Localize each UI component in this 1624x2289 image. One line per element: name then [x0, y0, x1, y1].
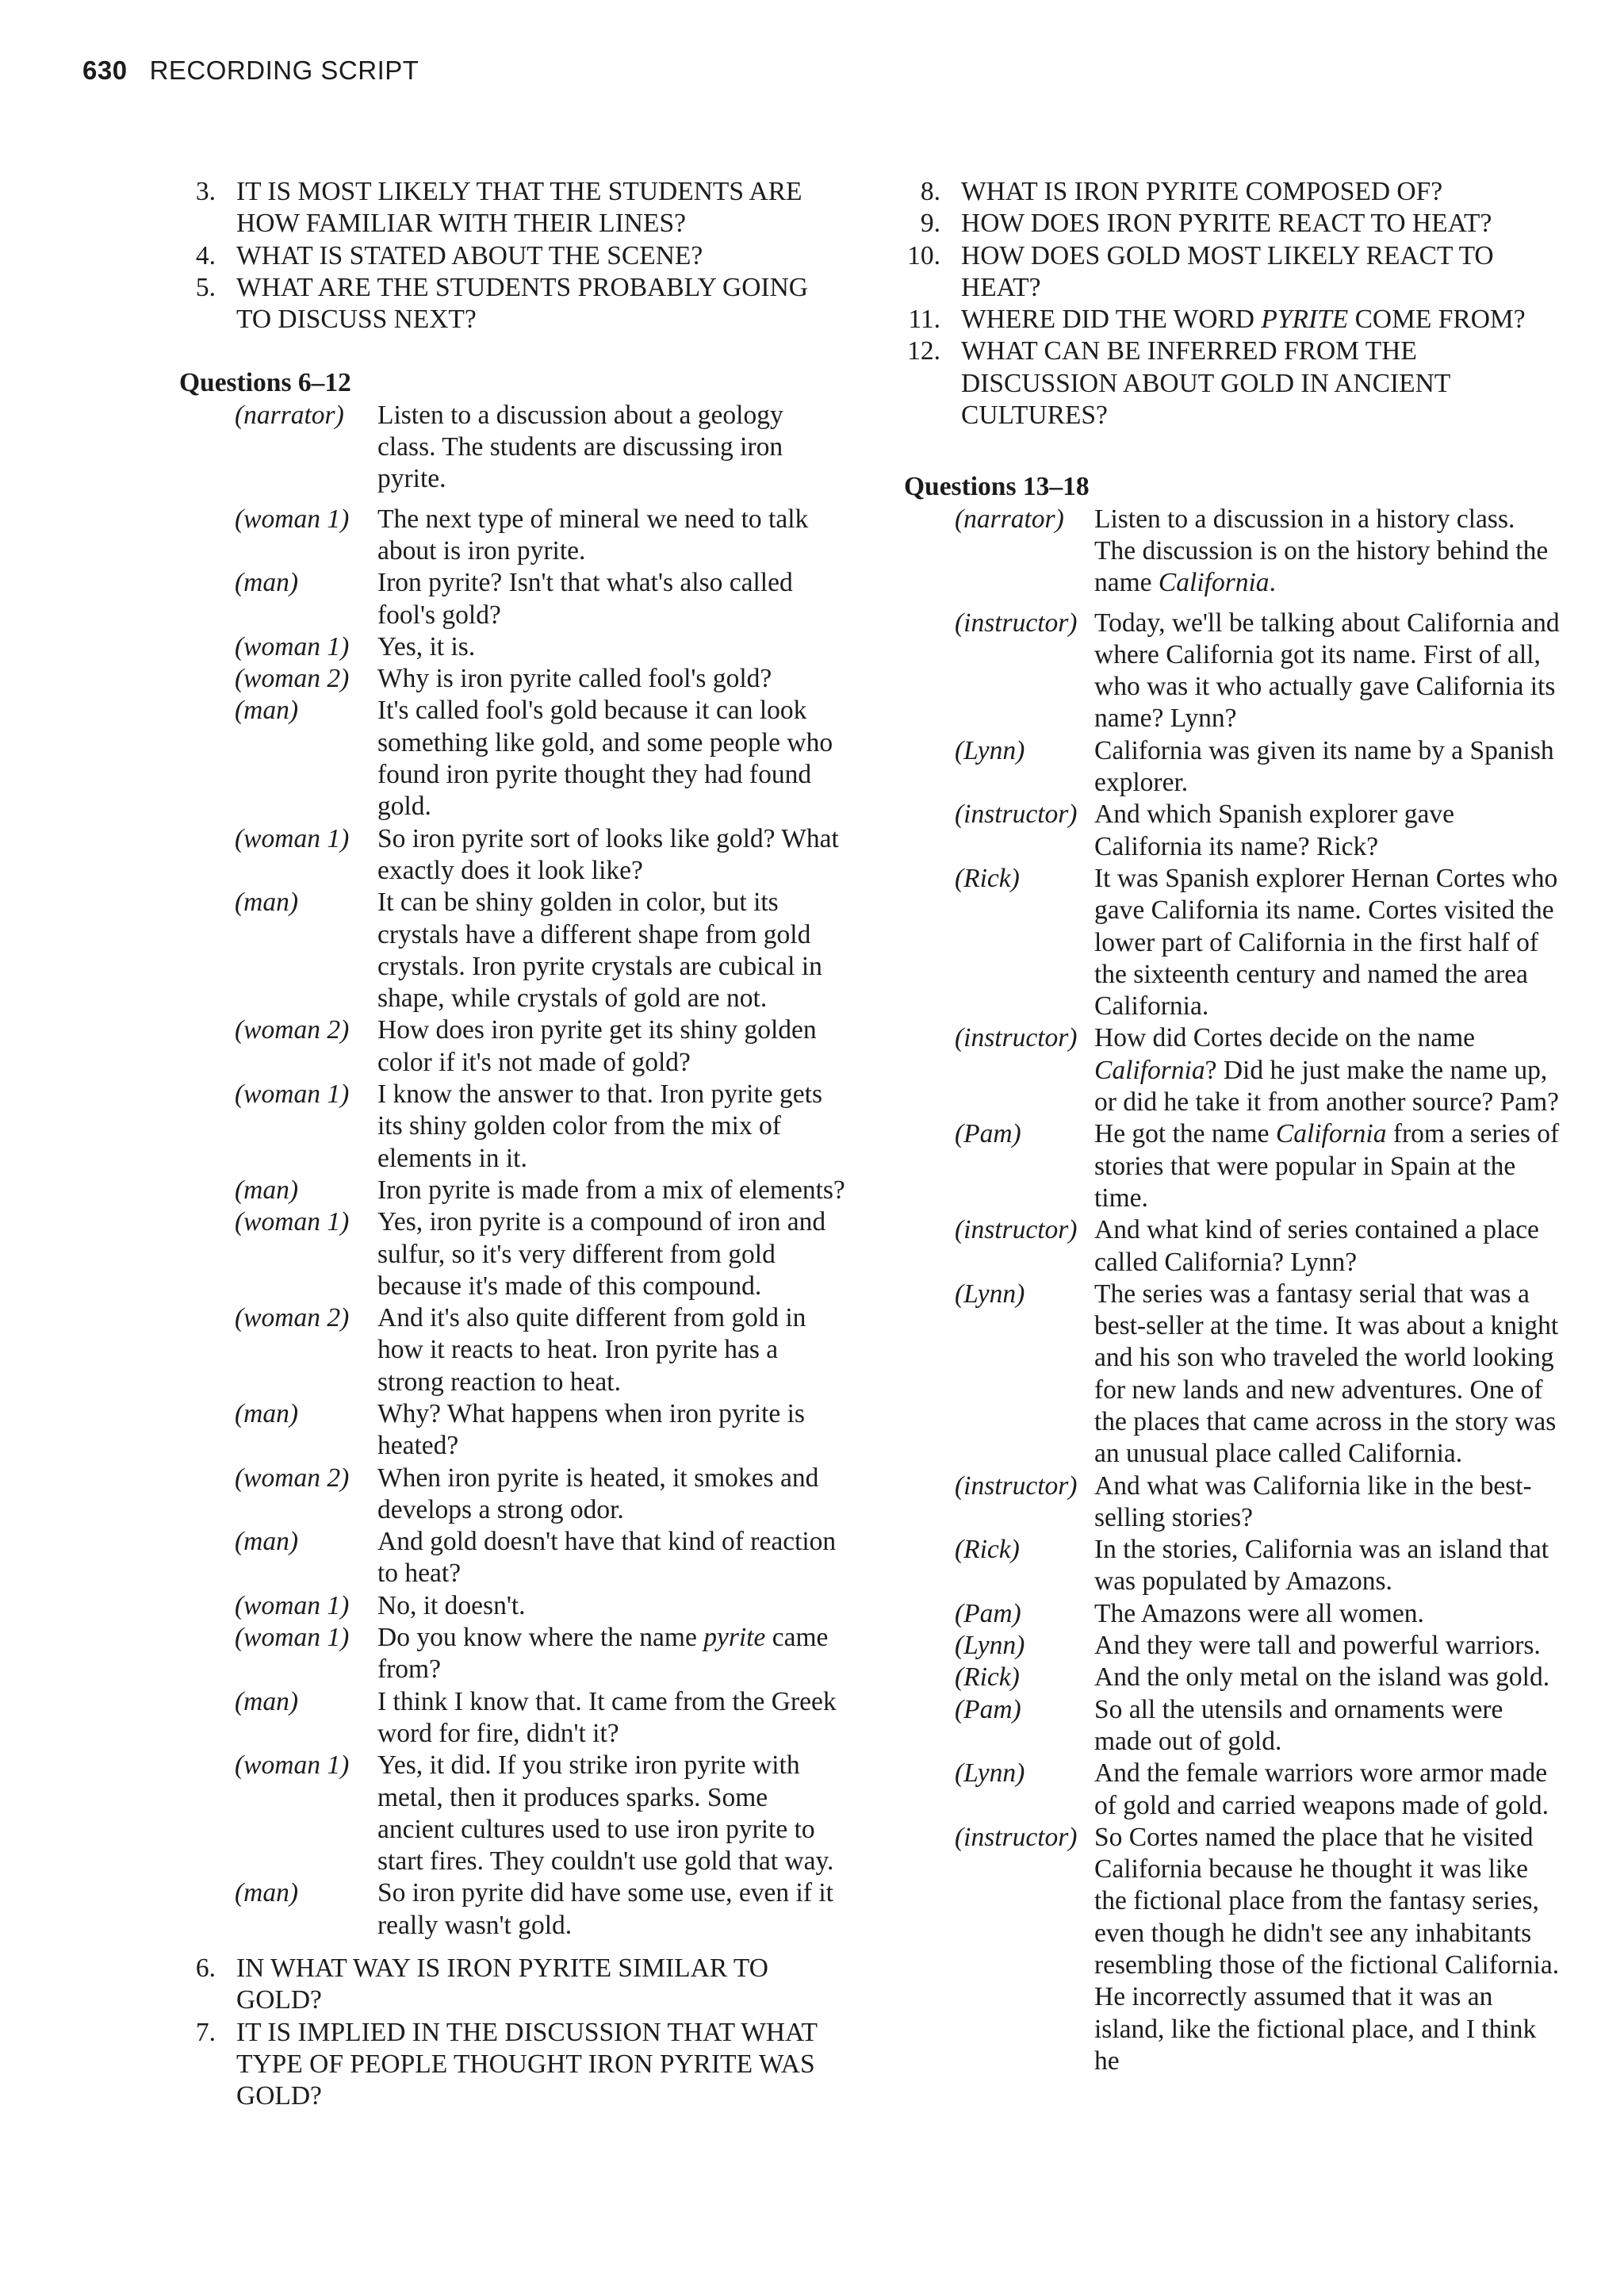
dialogue-line: [955, 1822, 1562, 2077]
dialogue-text: And the only metal on the island was gold.: [1094, 1662, 1550, 1693]
dialogue-line: [235, 823, 845, 888]
speaker-label: (woman 1): [235, 1750, 350, 1781]
dialogue-line: [235, 400, 845, 496]
dialogue-text: And they were tall and powerful warriors.: [1094, 1631, 1541, 1661]
speaker-label: (man): [235, 1686, 299, 1716]
speaker-label: (Pam): [955, 1694, 1021, 1724]
speaker-label: (woman 1): [235, 1207, 350, 1237]
question-item: [904, 208, 1562, 240]
italic-term: pyrite: [703, 1623, 766, 1653]
dialogue-line: [955, 799, 1562, 863]
dialogue-13-18: [904, 504, 1562, 2078]
speaker-label: (narrator): [955, 504, 1064, 534]
dialogue-line: [235, 887, 845, 1014]
speaker-label: (Lynn): [955, 1758, 1025, 1789]
speaker-label: (man): [235, 696, 299, 726]
dialogue-text: It was Spanish explorer Hernan Cortes who gave California its name. Cortes visited the lower part of California in the first half of the sixteenth century and named the area California.: [1094, 863, 1558, 1022]
dialogue-text: It's called fool's gold because it can look something like gold, and some people who found iron pyrite thought they had found gold.: [377, 696, 833, 822]
dialogue-text: And which Spanish explorer gave California its name? Rick?: [1094, 799, 1455, 861]
text-segment: .: [1269, 568, 1276, 598]
dialogue-text: California was given its name by a Spanish explorer.: [1094, 735, 1554, 798]
text-segment: ? Did he just make the name up, or did he take it from another source? Pam?: [1094, 1055, 1560, 1118]
speaker-label: (instructor): [955, 608, 1078, 638]
text-segment: Do you know where the name: [377, 1623, 704, 1653]
speaker-label: (instructor): [955, 1023, 1078, 1053]
speaker-label: (Pam): [955, 1119, 1021, 1149]
dialogue-line: [235, 504, 845, 568]
dialogue-line: [955, 1470, 1562, 1535]
dialogue-line: [955, 504, 1562, 600]
question-item: [179, 2017, 845, 2113]
dialogue-line: [235, 1175, 845, 1206]
running-header: [82, 56, 419, 86]
dialogue-text: I think I know that. It came from the Greek word for fire, didn't it?: [377, 1686, 837, 1748]
dialogue-text: Iron pyrite? Isn't that what's also called fool's gold?: [377, 568, 793, 630]
speaker-label: (instructor): [955, 799, 1078, 830]
dialogue-text: And what kind of series contained a place called California? Lynn?: [1094, 1215, 1539, 1277]
dialogue-line: [955, 1758, 1562, 1822]
dialogue-text: So Cortes named the place that he visited California because he thought it was like the fictional place from the fantasy series, even though he didn't see any inhabitants resembling those of the fictional California. He incorrectly assumed that it was an island, like the fictional place, and I think he: [1094, 1822, 1560, 2076]
text-segment: Listen to a discussion in a history class. The discussion is on the history behind the name: [1094, 504, 1549, 598]
dialogue-line: [235, 663, 845, 695]
question-number: 8.: [920, 177, 940, 206]
question-item: [904, 335, 1562, 431]
question-list-3-5: [179, 176, 845, 335]
left-column: [179, 176, 845, 2113]
speaker-label: (Rick): [955, 863, 1020, 893]
dialogue-text: How does iron pyrite get its shiny golden color if it's not made of gold?: [377, 1015, 817, 1077]
dialogue-text: And the female warriors wore armor made of gold and carried weapons made of gold.: [1094, 1758, 1549, 1820]
speaker-label: (Rick): [955, 1535, 1020, 1565]
question-text: WHAT ARE THE STUDENTS PROBABLY GOING TO DISCUSS NEXT?: [236, 272, 808, 335]
dialogue-line: [955, 1630, 1562, 1662]
dialogue-line: [235, 631, 845, 663]
speaker-label: (woman 2): [235, 664, 350, 694]
question-item: [904, 304, 1562, 335]
text-segment: COME FROM?: [1348, 305, 1526, 335]
dialogue-line: [235, 567, 845, 631]
question-text: WHAT IS STATED ABOUT THE SCENE?: [236, 240, 703, 270]
question-list-6-7: [179, 1953, 845, 2112]
speaker-label: (Lynn): [955, 1631, 1025, 1661]
dialogue-text: Yes, it did. If you strike iron pyrite with metal, then it produces sparks. Some ancient cultures used to use iron pyrite to start fires. They couldn't use gold that way.: [377, 1750, 834, 1877]
speaker-label: (Lynn): [955, 1279, 1025, 1309]
dialogue-line: [235, 1302, 845, 1398]
question-item: [179, 1953, 845, 2017]
italic-term: California: [1275, 1119, 1387, 1149]
speaker-label: (instructor): [955, 1215, 1078, 1245]
dialogue-text: It can be shiny golden in color, but its crystals have a different shape from gold crystals. Iron pyrite crystals are cubical in shape, while crystals of gold are not.: [377, 888, 822, 1014]
question-number: 11.: [908, 305, 940, 335]
dialogue-text: The Amazons were all women.: [1094, 1598, 1424, 1628]
dialogue-text: I know the answer to that. Iron pyrite gets its shiny golden color from the mix of elements in it.: [377, 1079, 822, 1173]
dialogue-text: When iron pyrite is heated, it smokes and develops a strong odor.: [377, 1463, 819, 1524]
dialogue-line: [955, 1534, 1562, 1598]
dialogue-text: Iron pyrite is made from a mix of elements?: [377, 1175, 845, 1205]
speaker-label: (woman 2): [235, 1303, 350, 1333]
page-number: 630: [82, 56, 128, 85]
question-text: WHAT CAN BE INFERRED FROM THE DISCUSSION ABOUT GOLD IN ANCIENT CULTURES?: [961, 336, 1450, 431]
question-number: 5.: [195, 272, 216, 302]
dialogue-text: And it's also quite different from gold in how it reacts to heat. Iron pyrite has a strong reaction to heat.: [377, 1303, 806, 1397]
question-text: [961, 304, 1562, 335]
speaker-label: (woman 1): [235, 1623, 350, 1653]
question-text: IN WHAT WAY IS IRON PYRITE SIMILAR TO GOLD?: [236, 1954, 768, 2015]
dialogue-line: [955, 1118, 1562, 1214]
question-item: [179, 176, 845, 240]
italic-term: PYRITE: [1261, 305, 1349, 335]
question-text: WHAT IS IRON PYRITE COMPOSED OF?: [961, 177, 1443, 206]
dialogue-text: Yes, iron pyrite is a compound of iron and sulfur, so it's very different from gold because it's made of this compound.: [377, 1207, 826, 1301]
italic-term: California: [1094, 1055, 1205, 1085]
question-number: 3.: [195, 177, 216, 206]
section-heading-13-18: Questions 13–18: [904, 472, 1090, 502]
speaker-label: (narrator): [235, 400, 344, 430]
question-number: 9.: [920, 209, 940, 239]
italic-term: California: [1158, 568, 1270, 598]
question-number: 12.: [907, 336, 940, 366]
speaker-label: (man): [235, 1878, 299, 1908]
dialogue-line: [955, 863, 1562, 1022]
dialogue-text: No, it doesn't.: [377, 1590, 526, 1620]
speaker-label: (woman 1): [235, 823, 350, 853]
dialogue-line: [955, 1694, 1562, 1758]
question-item: [904, 176, 1562, 208]
dialogue-line: [955, 1279, 1562, 1470]
dialogue-text: Listen to a discussion about a geology class. The students are discussing iron pyrite.: [377, 400, 783, 494]
dialogue-text: The next type of mineral we need to talk about is iron pyrite.: [377, 504, 809, 566]
dialogue-text: [1094, 504, 1562, 600]
dialogue-text: So iron pyrite did have some use, even if it really wasn't gold.: [377, 1878, 833, 1940]
speaker-label: (man): [235, 1527, 299, 1557]
speaker-label: (Rick): [955, 1662, 1020, 1693]
speaker-label: (woman 2): [235, 1015, 350, 1045]
dialogue-text: So iron pyrite sort of looks like gold? What exactly does it look like?: [377, 823, 839, 885]
dialogue-line: [955, 735, 1562, 799]
dialogue-text: [1094, 1118, 1562, 1214]
speaker-label: (man): [235, 1175, 299, 1205]
text-segment: from a series of stories that were popular in Spain at the time.: [1094, 1119, 1560, 1213]
dialogue-line: [235, 695, 845, 822]
dialogue-line: [955, 1214, 1562, 1279]
dialogue-text: Today, we'll be talking about California and where California got its name. First of all, who was it who actually gave California its name? Lynn?: [1094, 608, 1560, 734]
dialogue-line: [235, 1079, 845, 1175]
dialogue-text: And gold doesn't have that kind of reaction to heat?: [377, 1527, 837, 1589]
dialogue-line: [235, 1463, 845, 1527]
speaker-label: (man): [235, 888, 299, 918]
dialogue-line: [955, 1598, 1562, 1630]
speaker-label: (woman 2): [235, 1463, 350, 1493]
question-number: 6.: [195, 1954, 216, 1984]
text-segment: WHERE DID THE WORD: [961, 305, 1262, 335]
text-segment: came from?: [377, 1623, 829, 1685]
speaker-label: (man): [235, 568, 299, 598]
question-item: [179, 272, 845, 336]
dialogue-line: [235, 1877, 845, 1942]
question-list-8-12: [904, 176, 1562, 431]
dialogue-line: [235, 1750, 845, 1877]
speaker-label: (woman 1): [235, 504, 350, 534]
section-heading-6-12: Questions 6–12: [179, 368, 351, 398]
question-number: 4.: [195, 240, 216, 270]
dialogue-text: Why is iron pyrite called fool's gold?: [377, 664, 772, 694]
dialogue-line: [235, 1686, 845, 1750]
dialogue-line: [235, 1206, 845, 1302]
dialogue-text: [1094, 1022, 1562, 1118]
speaker-label: (woman 1): [235, 631, 350, 661]
speaker-label: (woman 1): [235, 1590, 350, 1620]
dialogue-line: [955, 608, 1562, 735]
dialogue-text: So all the utensils and ornaments were made out of gold.: [1094, 1694, 1503, 1756]
speaker-label: (Lynn): [955, 735, 1025, 765]
dialogue-text: And what was California like in the best-selling stories?: [1094, 1470, 1532, 1532]
dialogue-line: [235, 1526, 845, 1590]
dialogue-text: [377, 1622, 845, 1686]
speaker-label: (instructor): [955, 1822, 1078, 1852]
running-title: RECORDING SCRIPT: [149, 56, 419, 85]
dialogue-line: [235, 1014, 845, 1079]
dialogue-text: Yes, it is.: [377, 631, 476, 661]
dialogue-line: [235, 1398, 845, 1463]
dialogue-text: Why? What happens when iron pyrite is heated?: [377, 1398, 805, 1461]
question-item: [904, 240, 1562, 305]
question-text: HOW DOES IRON PYRITE REACT TO HEAT?: [961, 209, 1492, 239]
text-segment: How did Cortes decide on the name: [1094, 1023, 1476, 1053]
dialogue-text: The series was a fantasy serial that was a best-seller at the time. It was about a knight and his son who traveled the world looking for new lands and new adventures. One of the places that came across in the story was an unusual place called California.: [1094, 1279, 1559, 1469]
speaker-label: (instructor): [955, 1470, 1078, 1501]
dialogue-line: [955, 1022, 1562, 1118]
question-item: [179, 240, 845, 272]
dialogue-line: [235, 1622, 845, 1686]
question-number: 7.: [195, 2017, 216, 2047]
question-text: IT IS MOST LIKELY THAT THE STUDENTS ARE HOW FAMILIAR WITH THEIR LINES?: [236, 177, 802, 239]
question-number: 10.: [907, 240, 940, 270]
dialogue-line: [955, 1662, 1562, 1693]
right-column: [904, 176, 1562, 2077]
dialogue-line: [235, 1590, 845, 1622]
dialogue-text: In the stories, California was an island that was populated by Amazons.: [1094, 1535, 1549, 1597]
text-segment: He got the name: [1094, 1119, 1276, 1149]
question-text: IT IS IMPLIED IN THE DISCUSSION THAT WHAT TYPE OF PEOPLE THOUGHT IRON PYRITE WAS GOLD?: [236, 2017, 818, 2111]
speaker-label: (Pam): [955, 1598, 1021, 1628]
dialogue-6-12: [179, 400, 845, 1942]
question-text: HOW DOES GOLD MOST LIKELY REACT TO HEAT?: [961, 240, 1494, 302]
speaker-label: (man): [235, 1398, 299, 1428]
speaker-label: (woman 1): [235, 1079, 350, 1110]
